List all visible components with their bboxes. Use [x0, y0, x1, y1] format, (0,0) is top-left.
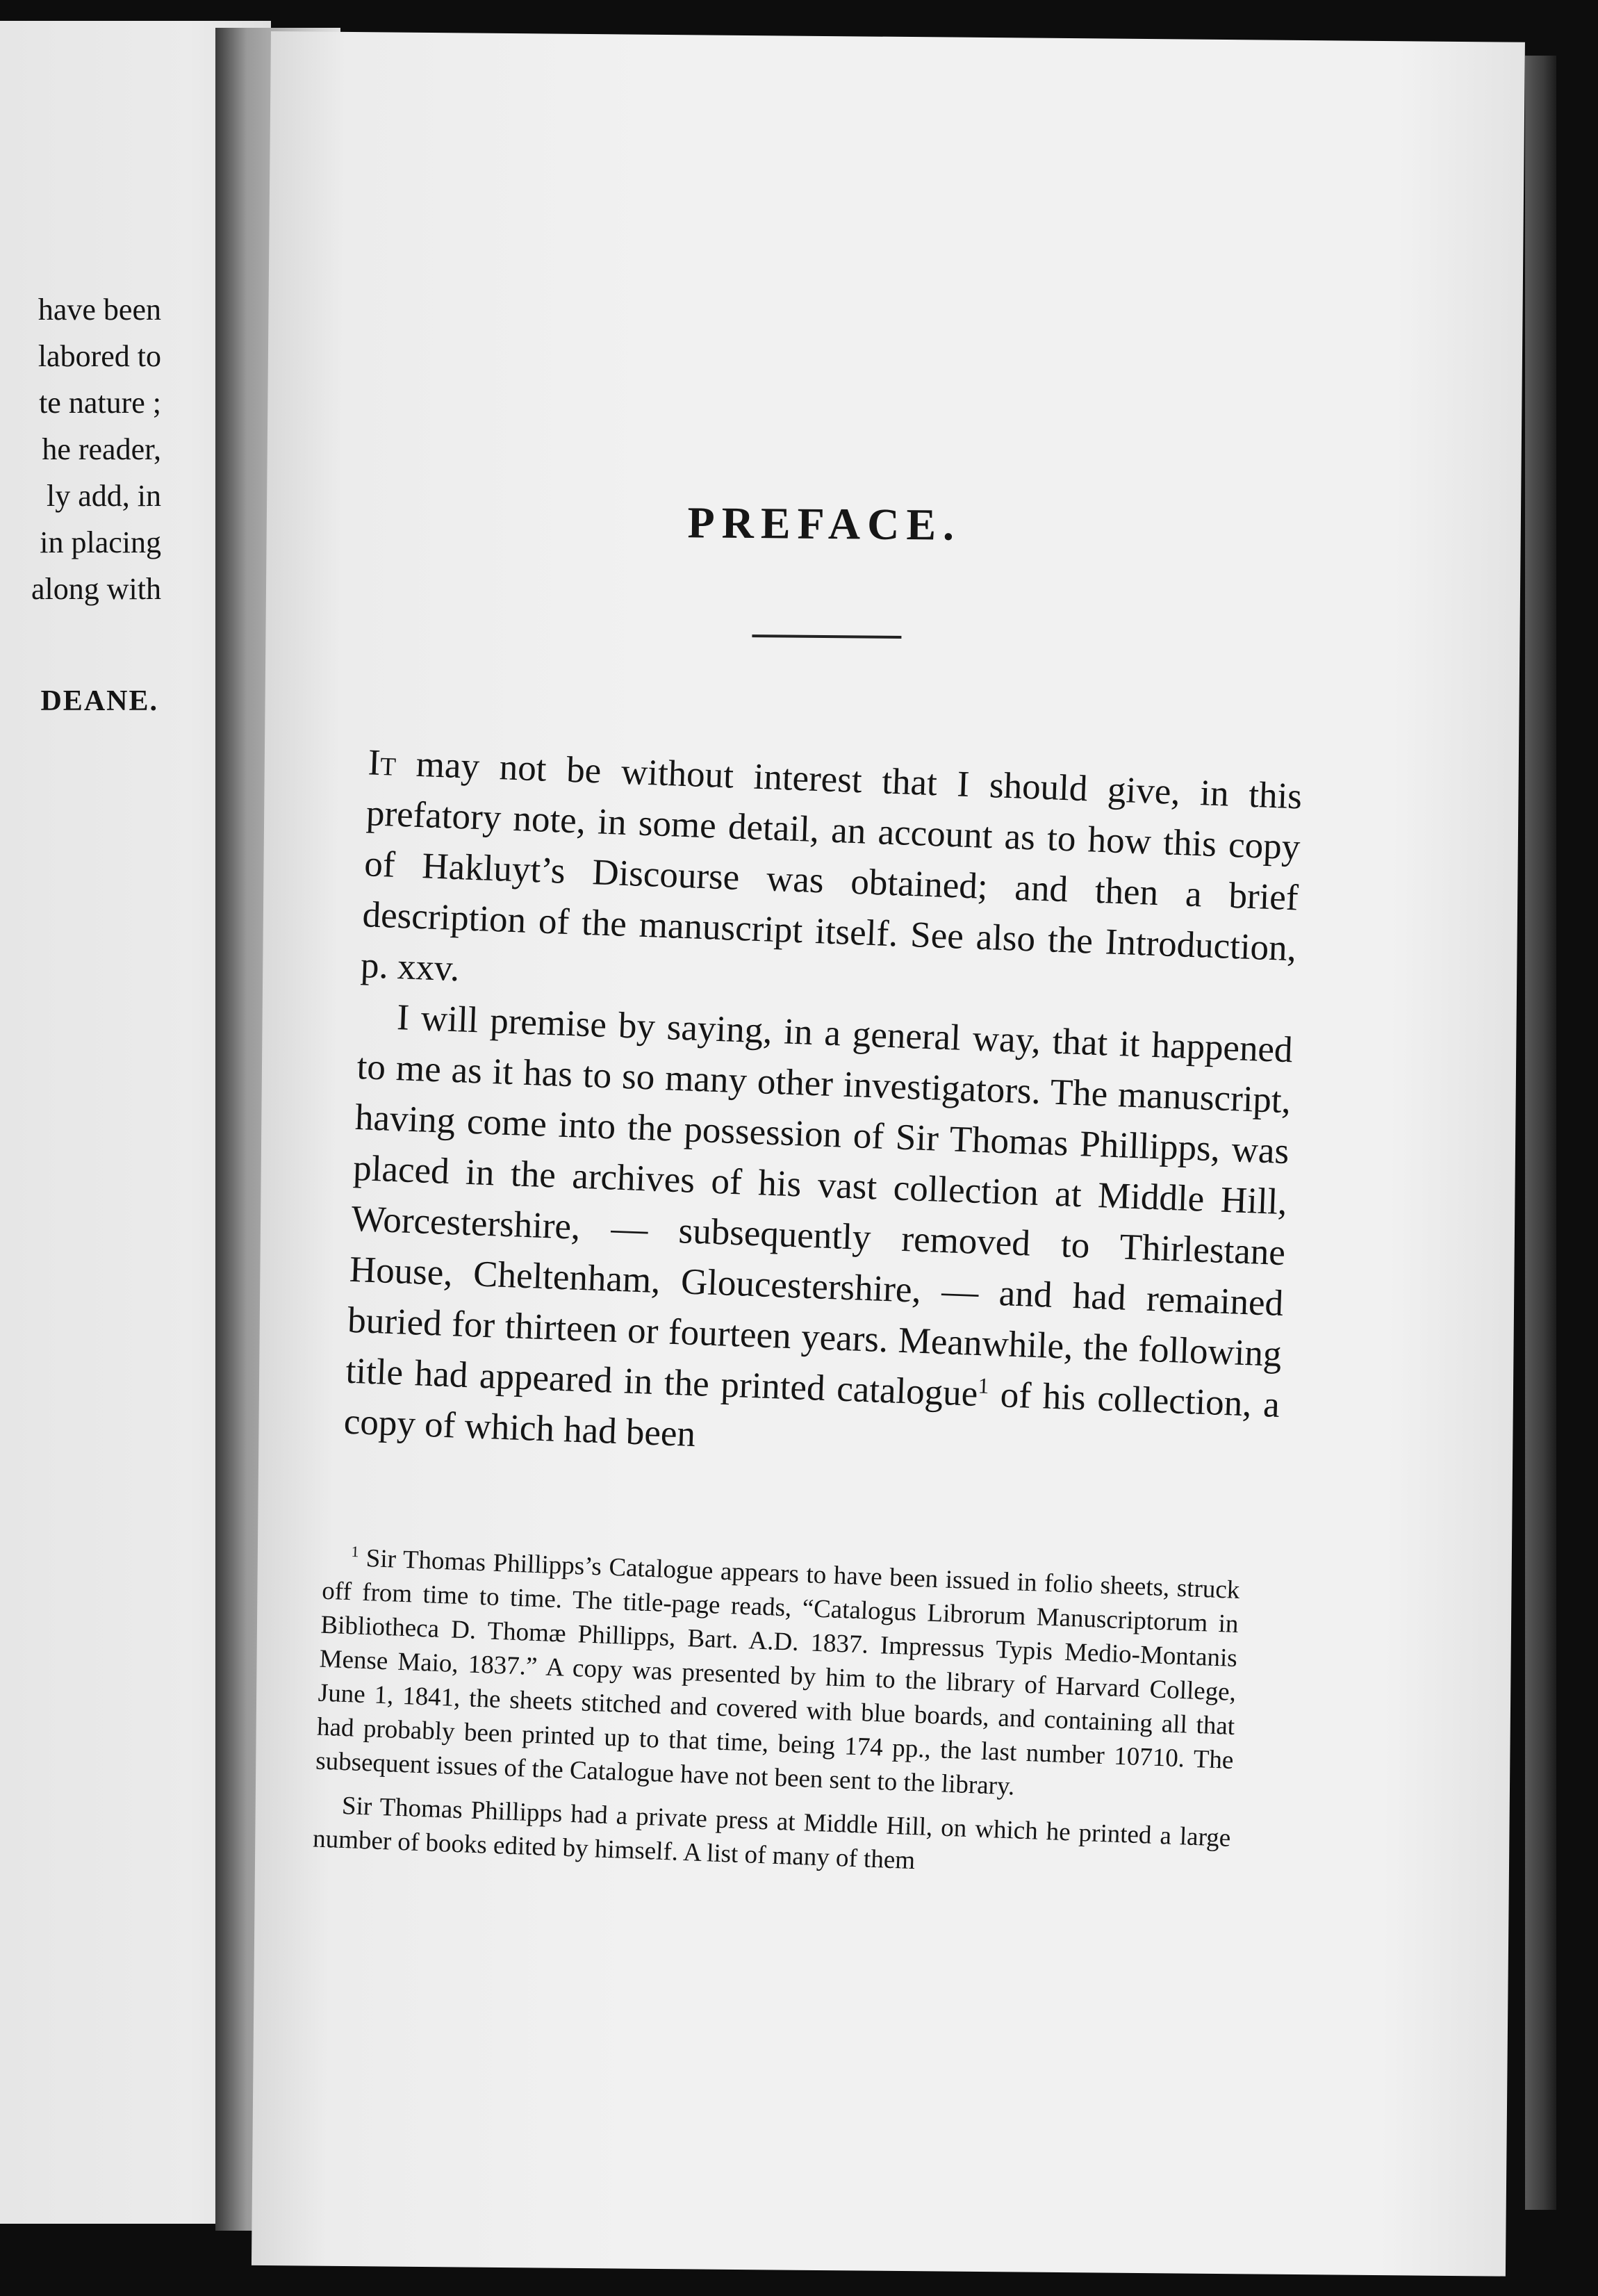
left-page-line: in placing	[40, 525, 161, 559]
left-page-line: labored to	[38, 339, 161, 373]
body-text	[343, 737, 1303, 1482]
right-page	[252, 31, 1525, 2277]
footnotes	[312, 1540, 1240, 1899]
footnote	[315, 1540, 1240, 1812]
left-page-line: he reader,	[42, 432, 161, 466]
paragraph-text: of his collection, a copy of which had been	[343, 1374, 1280, 1455]
paragraph-lead-word: It	[367, 742, 397, 784]
paragraph	[343, 991, 1294, 1482]
page-title: PREFACE.	[687, 498, 962, 550]
left-page-line: te nature ;	[39, 386, 161, 420]
paragraph-text: may not be without interest that I should give, in this prefatory note, in some detail, an account as to how this copy of Hakluyt’s Discourse was obtained; and then a brief description of the manuscript itself. See also the Introduction, p. xxv.	[360, 743, 1303, 990]
footnote-reference: 1	[978, 1373, 990, 1398]
page-edge	[1525, 56, 1556, 2210]
title-rule-divider	[752, 634, 901, 639]
author-signature: DEANE.	[40, 685, 158, 717]
footnote-text: Sir Thomas Phillipps’s Catalogue appears to have been issued in folio sheets, struck off from time to time. The title-page reads, “Catalogus Librorum Manuscriptorum in Bibliotheca D. Thomæ Phillipps, Bart. A.D. 1837. Impressus Typis Medio-Montanis Mense Maio, 1837.” A copy was presented by him to the library of Harvard College, June 1, 1841, the sheets stitched and covered with blue boards, and containing all that had probably been printed up to that time, being 174 pp., the last number 10710. The subsequent issues of the Catalogue have not been sent to the library.	[315, 1543, 1241, 1801]
paragraph	[360, 737, 1303, 1025]
paragraph-text: I will premise by saying, in a general way, that it happened to me as it has to so many other investigators. The manuscript, having come into the possession of Sir Thomas Phillipps, was placed in the archives of his vast collection at Middle Hill, Worcestershire, — subsequently removed to Thirlestane House, Cheltenham, Gloucestershire, — and had remained buried for thirteen or fourteen years. Meanwhile, the following title had appeared in the printed catalogue	[345, 997, 1294, 1414]
left-page-line: ly add, in	[47, 479, 161, 513]
left-page-line: have been	[38, 293, 161, 327]
footnote-marker: 1	[351, 1542, 360, 1561]
left-page-line: along with	[31, 572, 161, 606]
footnote-text: Sir Thomas Phillipps had a private press at Middle Hill, on which he printed a large number of books edited by himself. A list of many of them	[312, 1791, 1231, 1876]
